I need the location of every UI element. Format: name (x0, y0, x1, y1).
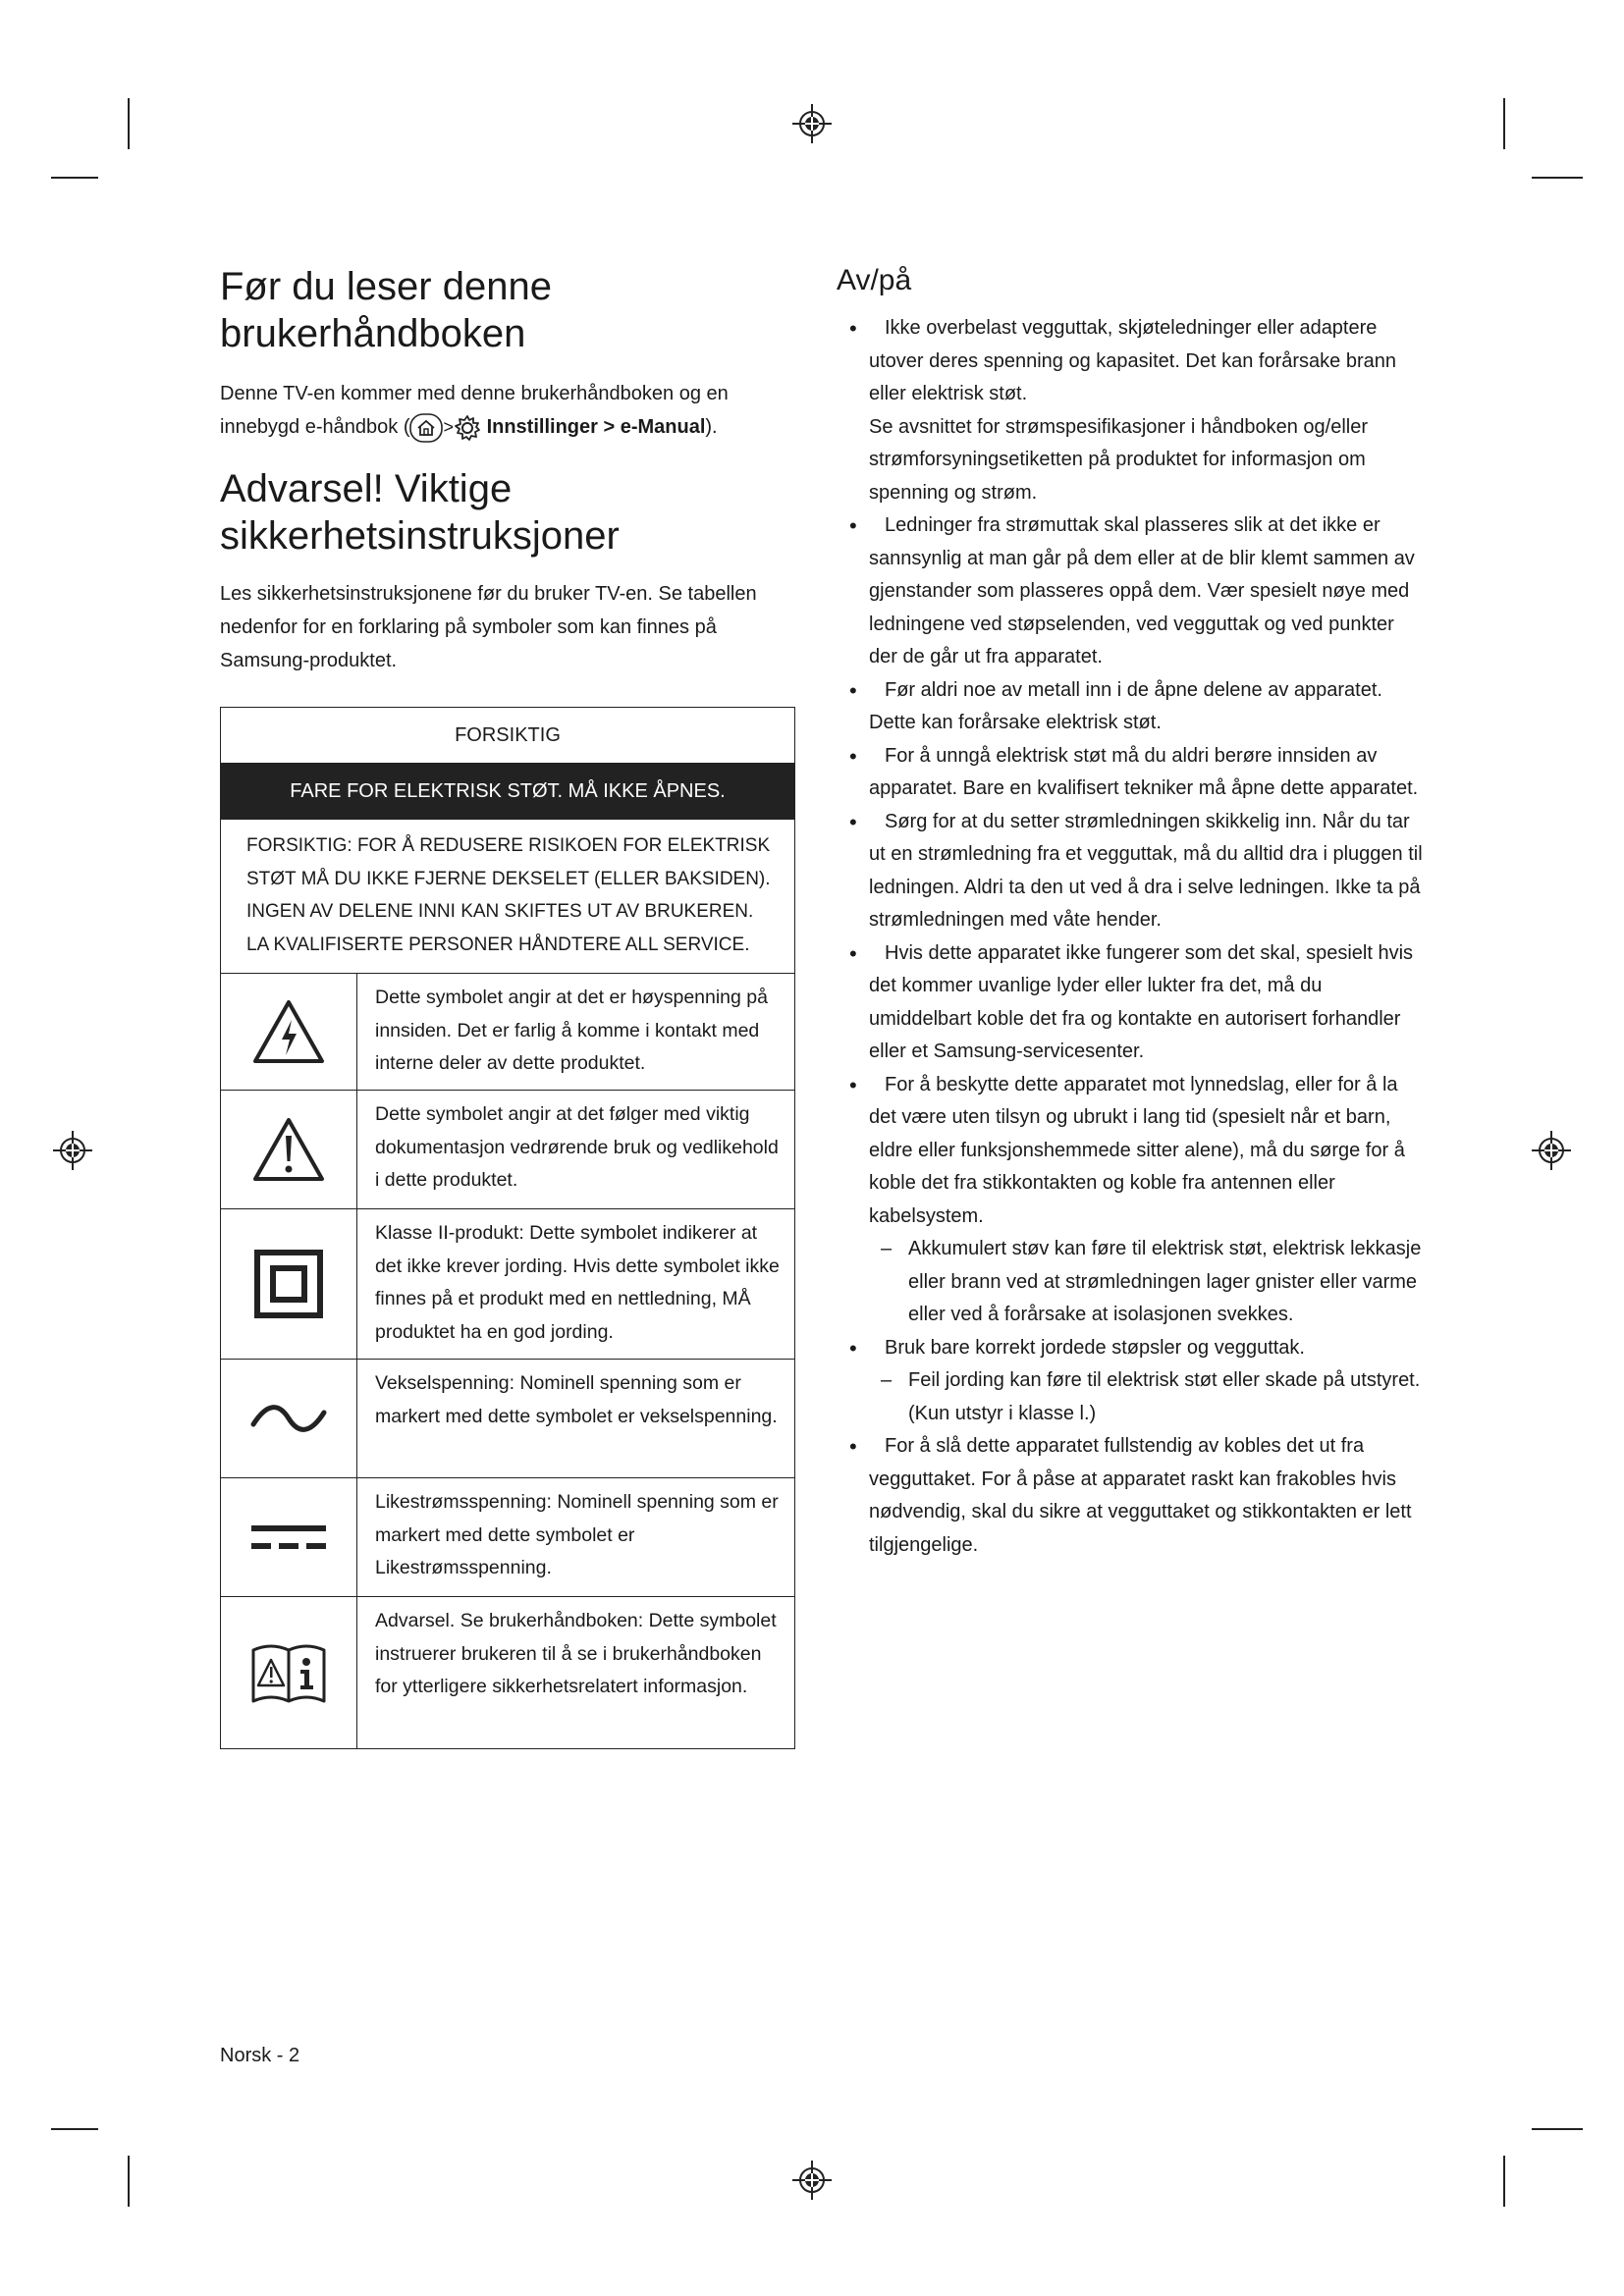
list-item-extra: Se avsnittet for strømspesifikasjoner i håndboken og/eller strømforsyningsetiketten på produktet for informasjon om spenning og strøm. (869, 415, 1369, 504)
list-item: • Hvis dette apparatet ikke fungerer som det skal, spesielt hvis det kommer uvanlige lyder eller lukter fra det, må du umiddelbart koble det fra og kontakte en autorisert forhandler eller et Samsung-servicesenter. (837, 937, 1426, 1069)
symbol-row (221, 1359, 794, 1477)
home-icon (409, 413, 443, 443)
list-item: • Før aldri noe av metall inn i de åpne delene av apparatet. Dette kan forårsake elektrisk støt. (837, 674, 1426, 740)
section-title-power: Av/på (837, 264, 912, 296)
right-column (837, 263, 1426, 1562)
safety-title: Advarsel! Viktige sikkerhetsinstruksjoner (220, 467, 620, 558)
caution-header: FORSIKTIG (455, 724, 561, 746)
exclamation-icon (251, 1116, 326, 1183)
crop-mark (1503, 98, 1505, 149)
list-item: • Bruk bare korrekt jordede støpsler og vegguttak. – Feil jording kan føre til elektrisk støt eller skade på utstyret. (Kun utstyr i klasse l.) (837, 1332, 1426, 1431)
danger-banner: FARE FOR ELEKTRISK STØT. MÅ IKKE ÅPNES. (221, 763, 794, 819)
dc-voltage-icon (249, 1520, 328, 1555)
registration-mark-icon (1532, 1131, 1571, 1170)
symbol-description: Klasse II-produkt: Dette symbolet indikerer at det ikke krever jording. Hvis dette symbolet ikke finnes på et produkt med en nettledning, MÅ produktet ha en god jording. (375, 1222, 780, 1343)
symbol-row (221, 1477, 794, 1596)
symbol-row (221, 1090, 794, 1208)
left-column (220, 263, 795, 1749)
page-number: Norsk - 2 (220, 2045, 300, 2066)
class-ii-icon (254, 1250, 323, 1318)
list-item: • For å slå dette apparatet fullstendig av kobles det ut fra vegguttaket. For å påse at apparatet raskt kan frakobles hvis nødvendig, skal du sikre at vegguttaket og stikkontakten er lett tilgjengelige. (837, 1430, 1426, 1562)
safety-intro: Les sikkerhetsinstruksjonene før du bruker TV-en. Se tabellen nedenfor for en forklaring på symboler som kan finnes på Samsung-produktet. (220, 583, 757, 671)
symbol-description: Dette symbolet angir at det følger med viktig dokumentasjon vedrørende bruk og vedlikehold i dette produktet. (375, 1103, 779, 1191)
list-item: • For å beskytte dette apparatet mot lynnedslag, eller for å la det være uten tilsyn og ubrukt i lang tid (spesielt når et barn, eldre eller funksjonshemmede sitter alene), må du sørge for å koble det fra stikkontakten og koble fra antennen eller kabelsystem. – Akkumulert støv kan føre til elektrisk støt, elektrisk lekkasje eller brann ved at strømledningen lager gnister eller varme eller ved å forårsake at isolasjonen svekkes. (837, 1069, 1426, 1332)
symbol-row (221, 1208, 794, 1359)
crop-mark (1503, 2156, 1505, 2207)
symbol-description: Vekselspenning: Nominell spenning som er markert med dette symbolet er vekselspenning. (375, 1372, 778, 1427)
registration-mark-icon (792, 104, 832, 143)
registration-mark-icon (792, 2161, 832, 2200)
crop-mark (128, 2156, 130, 2207)
list-item: • Ledninger fra strømuttak skal plasseres slik at det ikke er sannsynlig at man går på dem eller at de blir klemt sammen av gjenstander som plasseres oppå dem. Vær spesielt nøye med ledningene ved støpselenden, ved vegguttak og ved punkter der de går ut fra apparatet. (837, 509, 1426, 674)
symbol-row (221, 973, 794, 1090)
list-item: • Ikke overbelast vegguttak, skjøteledninger eller adaptere utover deres spenning og kapasitet. Det kan forårsake brann eller elektrisk støt. Se avsnittet for strømspesifikasjoner i håndboken og/eller strømforsyningsetiketten på produktet for informasjon om spenning og strøm. (837, 312, 1426, 509)
intro-paragraph: Denne TV-en kommer med denne brukerhåndboken og en innebygd e-håndbok ( > Innstillinger > e-Manual). (220, 377, 795, 444)
intro-text: Denne TV-en kommer med denne brukerhåndboken og en innebygd e-håndbok ( (220, 383, 729, 438)
symbol-description: Likestrømsspenning: Nominell spenning som er markert med dette symbolet er Likestrømsspenning. (375, 1491, 779, 1578)
symbol-description: Advarsel. Se brukerhåndboken: Dette symbolet instruerer brukeren til å se i brukerhåndboken for ytterligere sikkerhetsrelatert informasjon. (375, 1610, 777, 1697)
sub-item: – Feil jording kan føre til elektrisk støt eller skade på utstyret. (Kun utstyr i klasse l.) (881, 1369, 1421, 1424)
crop-mark (51, 2128, 98, 2130)
list-item: • For å unngå elektrisk støt må du aldri berøre innsiden av apparatet. Bare en kvalifisert tekniker må åpne dette apparatet. (837, 740, 1426, 806)
symbol-row (221, 1596, 794, 1748)
list-item: • Sørg for at du setter strømledningen skikkelig inn. Når du tar ut en strømledning fra et vegguttak, må du alltid dra i pluggen til ledningen. Aldri ta den ut ved å dra i selve ledningen. Ikke ta på strømledningen med våte hender. (837, 806, 1426, 937)
crop-mark (1532, 177, 1583, 179)
crop-mark (128, 98, 130, 149)
power-safety-list (837, 312, 1426, 1562)
symbol-description: Dette symbolet angir at det er høyspenning på innsiden. Det er farlig å komme i kontakt med interne deler av dette produktet. (375, 987, 768, 1074)
manual-warning-icon (249, 1640, 328, 1705)
intro-end: ). (705, 416, 718, 438)
settings-path: Innstillinger > e-Manual (486, 416, 706, 438)
crop-mark (1532, 2128, 1583, 2130)
high-voltage-icon (251, 998, 326, 1065)
page-title: Før du leser denne brukerhåndboken (220, 265, 552, 355)
registration-mark-icon (53, 1131, 92, 1170)
sub-item: – Akkumulert støv kan føre til elektrisk støt, elektrisk lekkasje eller brann ved at strømledningen lager gnister eller varme eller ved å forårsake at isolasjonen svekkes. (881, 1238, 1422, 1325)
crop-mark (51, 177, 98, 179)
ac-voltage-icon (249, 1399, 328, 1438)
caution-table (220, 707, 795, 1749)
gear-icon (454, 414, 481, 442)
caution-warning: FORSIKTIG: FOR Å REDUSERE RISIKOEN FOR ELEKTRISK STØT MÅ DU IKKE FJERNE DEKSELET (ELLER BAKSIDEN). INGEN AV DELENE INNI KAN SKIFTES UT AV BRUKEREN. LA KVALIFISERTE PERSONER HÅNDTERE ALL SERVICE. (221, 819, 794, 973)
